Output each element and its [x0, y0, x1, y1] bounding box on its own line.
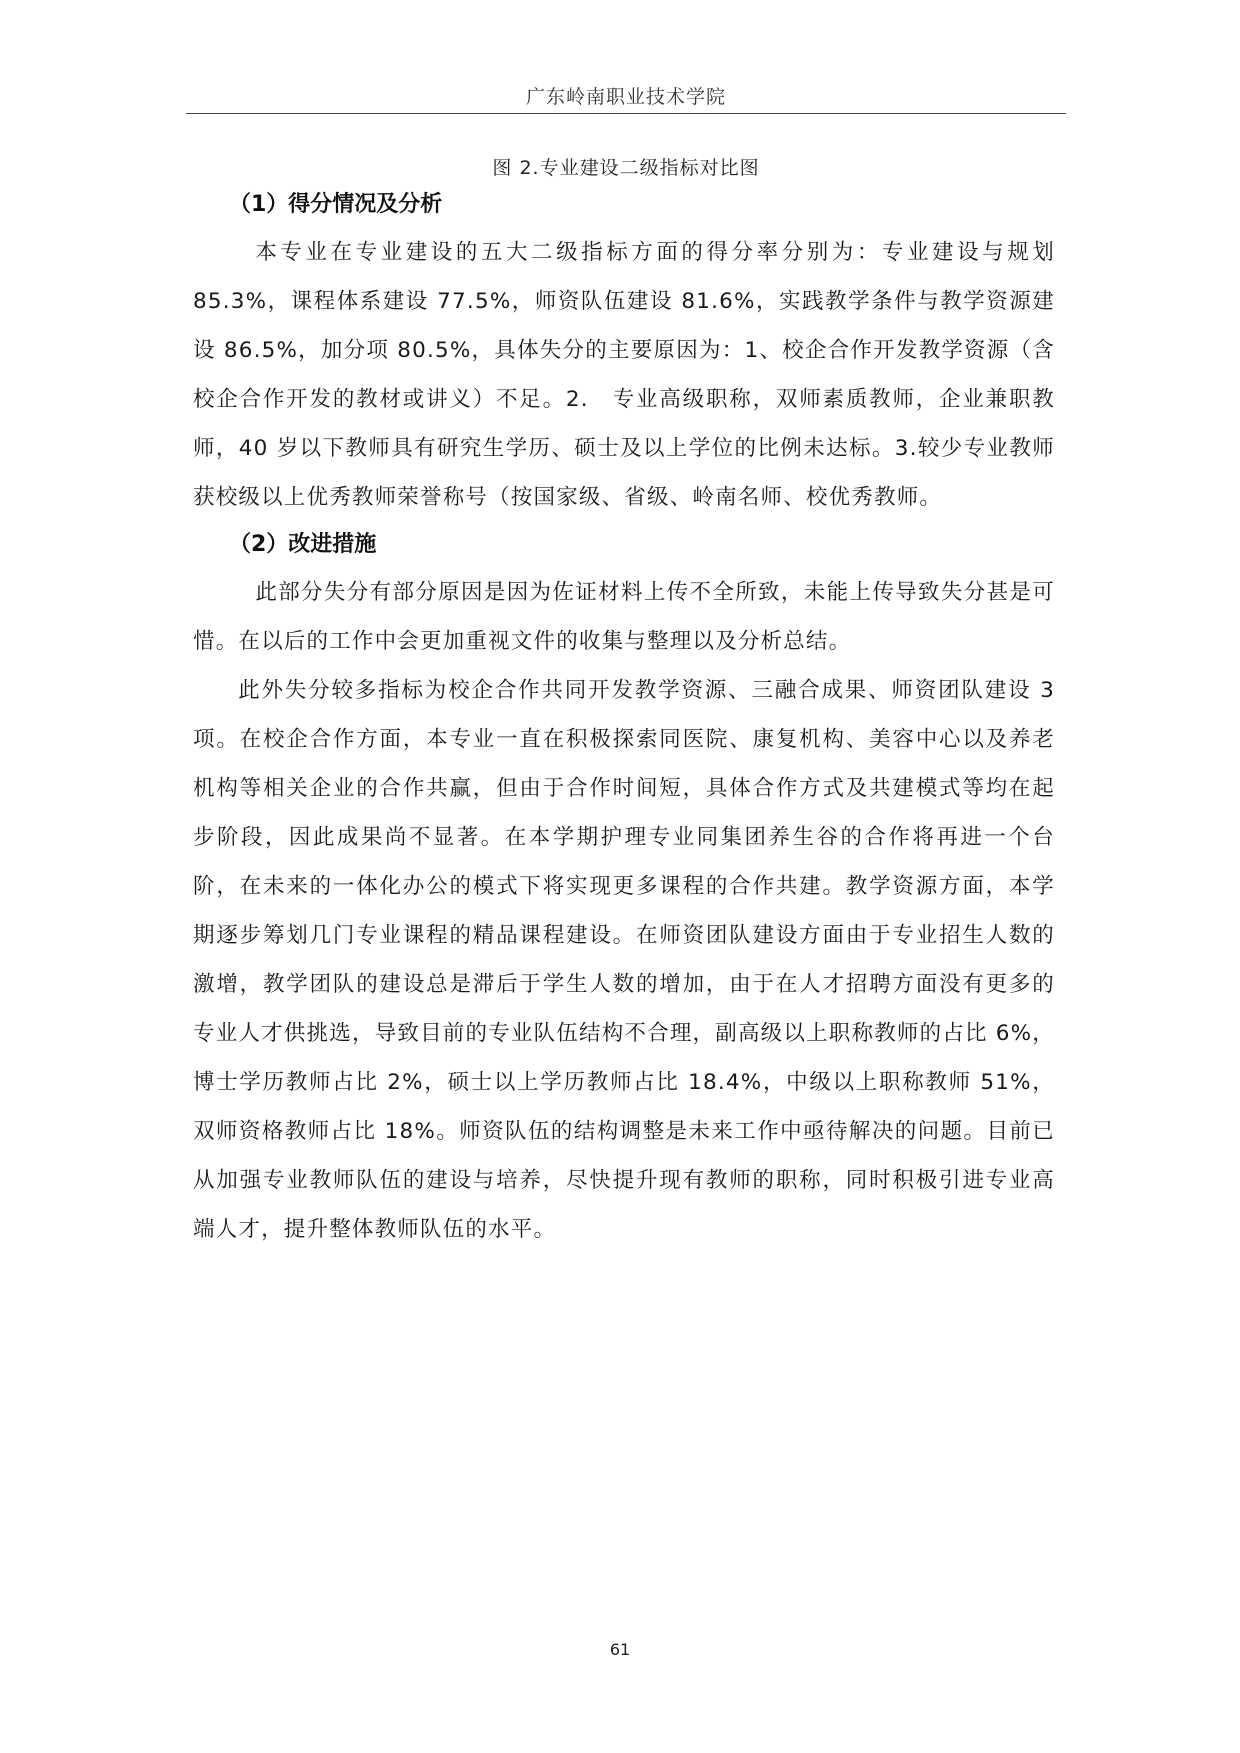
- page-number: 61: [609, 1640, 631, 1659]
- paragraph: 此外失分较多指标为校企合作共同开发教学资源、三融合成果、师资团队建设 3 项。在校企合作方面，本专业一直在积极探索同医院、康复机构、美容中心以及养老机构等相关企业的合作共赢，但由于合作时间短，具体合作方式及共建模式等均在起步阶段，因此成果尚不显著。在本学期护理专业同集团养生谷的合作将再进一个台阶，在未来的一体化办公的模式下将实现更多课程的合作共建。教学资源方面，本学期逐步筹划几门专业课程的精品课程建设。在师资团队建设方面由于专业招生人数的激增，教学团队的建设总是滞后于学生人数的增加，由于在人才招聘方面没有更多的专业人才供挑选，导致目前的专业队伍结构不合理，副高级以上职称教师的占比 6%，博士学历教师占比 2%，硕士以上学历教师占比 18.4%，中级以上职称教师 51%，双师资格教师占比 18%。师资队伍的结构调整是未来工作中亟待解决的问题。目前已从加强专业教师队伍的建设与培养，尽快提升现有教师的职称，同时积极引进专业高端人才，提升整体教师队伍的水平。: [193, 678, 1055, 1242]
- header-rule: [186, 113, 1066, 114]
- paragraph: 本专业在专业建设的五大二级指标方面的得分率分别为：专业建设与规划 85.3%，课程体系建设 77.5%，师资队伍建设 81.6%，实践教学条件与教学资源建设 86.5%，加分项 80.5%，具体失分的主要原因为：1、校企合作开发教学资源（含校企合作开发的教材或讲义）不足。2. 专业高级职称，双师素质教师，企业兼职教师，40 岁以下教师具有研究生学历、硕士及以上学位的比例未达标。3.较少专业教师获校级以上优秀教师荣誉称号（按国家级、省级、岭南名师、校优秀教师。: [193, 240, 1055, 510]
- paragraph: 此部分失分有部分原因是因为佐证材料上传不全所致，未能上传导致失分甚是可惜。在以后的工作中会更加重视文件的收集与整理以及分析总结。: [193, 580, 1055, 654]
- body-content: [193, 182, 1055, 1254]
- section-score-analysis: [193, 182, 1055, 522]
- section-heading: （2）改进措施: [229, 532, 377, 557]
- figure-caption: 图 2.专业建设二级指标对比图: [492, 157, 760, 179]
- section-improvement-measures: [193, 522, 1055, 1254]
- section-heading: （1）得分情况及分析: [229, 192, 443, 217]
- running-header: 广东岭南职业技术学院: [525, 86, 726, 108]
